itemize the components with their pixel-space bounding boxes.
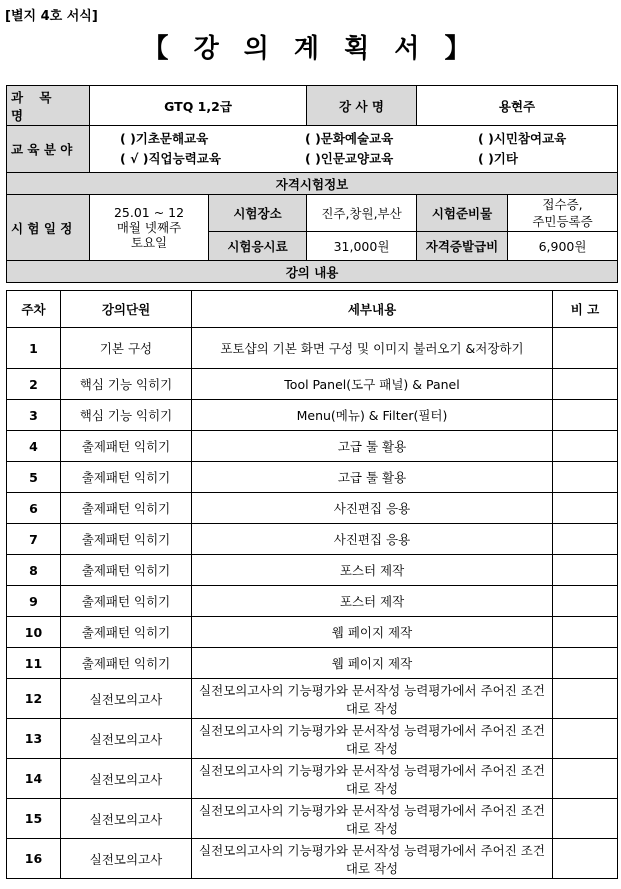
table-row xyxy=(7,400,618,431)
note-cell xyxy=(553,369,618,400)
note-cell xyxy=(553,839,618,879)
lecture-section-title: 강의 내용 xyxy=(7,261,618,283)
edu-option-culture-arts: ( )문화예술교육 xyxy=(305,131,394,146)
detail-cell: 사진편집 응용 xyxy=(192,493,553,524)
table-row xyxy=(7,799,618,839)
col-header-unit: 강의단원 xyxy=(61,291,192,328)
lecture-table xyxy=(6,290,618,879)
table-row xyxy=(7,369,618,400)
note-cell xyxy=(553,679,618,719)
cert-fee-label: 자격증발급비 xyxy=(417,232,508,261)
detail-cell: 실전모의고사의 기능평가와 문서작성 능력평가에서 주어진 조건대로 작성 xyxy=(192,799,553,839)
detail-cell: 실전모의고사의 기능평가와 문서작성 능력평가에서 주어진 조건대로 작성 xyxy=(192,719,553,759)
week-cell: 13 xyxy=(7,719,61,759)
table-row xyxy=(7,462,618,493)
exam-prep-value: 접수증, 주민등록증 xyxy=(508,195,618,232)
week-cell: 3 xyxy=(7,400,61,431)
table-row xyxy=(7,679,618,719)
table-row xyxy=(7,839,618,879)
note-cell xyxy=(553,555,618,586)
table-row xyxy=(7,648,618,679)
exam-date-label: 시 험 일 정 xyxy=(7,195,90,261)
week-cell: 2 xyxy=(7,369,61,400)
form-label: [별지 4호 서식] xyxy=(5,9,98,24)
unit-cell: 출제패턴 익히기 xyxy=(61,524,192,555)
note-cell xyxy=(553,648,618,679)
note-cell xyxy=(553,719,618,759)
table-row xyxy=(7,617,618,648)
note-cell xyxy=(553,617,618,648)
exam-section-title: 자격시험정보 xyxy=(7,173,618,195)
note-cell xyxy=(553,400,618,431)
education-label: 교 육 분 야 xyxy=(7,126,90,173)
edu-option-basic-literacy: ( )기초문해교육 xyxy=(120,131,209,146)
table-row xyxy=(7,719,618,759)
table-row xyxy=(7,524,618,555)
unit-cell: 기본 구성 xyxy=(61,328,192,369)
detail-cell: 포스터 제작 xyxy=(192,555,553,586)
week-cell: 9 xyxy=(7,586,61,617)
col-header-week: 주차 xyxy=(7,291,61,328)
edu-option-civic: ( )시민참여교육 xyxy=(478,131,567,146)
unit-cell: 핵심 기능 익히기 xyxy=(61,400,192,431)
exam-date-value: 25.01 ~ 12 매월 넷째주 토요일 xyxy=(90,195,209,261)
subject-label: 과 목 명 xyxy=(7,86,90,126)
exam-place-label: 시험장소 xyxy=(209,195,307,232)
week-cell: 11 xyxy=(7,648,61,679)
edu-option-humanities: ( )인문교양교육 xyxy=(305,151,394,166)
col-header-detail: 세부내용 xyxy=(192,291,553,328)
week-cell: 16 xyxy=(7,839,61,879)
detail-cell: 포스터 제작 xyxy=(192,586,553,617)
note-cell xyxy=(553,462,618,493)
unit-cell: 출제패턴 익히기 xyxy=(61,462,192,493)
week-cell: 5 xyxy=(7,462,61,493)
detail-cell: Menu(메뉴) & Filter(필터) xyxy=(192,400,553,431)
detail-cell: 사진편집 응용 xyxy=(192,524,553,555)
table-row xyxy=(7,759,618,799)
detail-cell: 웹 페이지 제작 xyxy=(192,617,553,648)
unit-cell: 실전모의고사 xyxy=(61,679,192,719)
unit-cell: 출제패턴 익히기 xyxy=(61,431,192,462)
unit-cell: 출제패턴 익히기 xyxy=(61,555,192,586)
exam-prep-label: 시험준비물 xyxy=(417,195,508,232)
week-cell: 4 xyxy=(7,431,61,462)
edu-option-vocational: ( √ )직업능력교육 xyxy=(120,151,221,166)
unit-cell: 실전모의고사 xyxy=(61,759,192,799)
unit-cell: 출제패턴 익히기 xyxy=(61,586,192,617)
unit-cell: 출제패턴 익히기 xyxy=(61,648,192,679)
education-options xyxy=(90,126,618,173)
exam-fee-value: 31,000원 xyxy=(307,232,417,261)
week-cell: 8 xyxy=(7,555,61,586)
detail-cell: 실전모의고사의 기능평가와 문서작성 능력평가에서 주어진 조건대로 작성 xyxy=(192,679,553,719)
unit-cell: 출제패턴 익히기 xyxy=(61,617,192,648)
unit-cell: 실전모의고사 xyxy=(61,719,192,759)
note-cell xyxy=(553,799,618,839)
exam-fee-label: 시험응시료 xyxy=(209,232,307,261)
page-title: 【 강 의 계 획 서 】 xyxy=(142,34,479,64)
table-row xyxy=(7,586,618,617)
detail-cell: 웹 페이지 제작 xyxy=(192,648,553,679)
cert-fee-value: 6,900원 xyxy=(508,232,618,261)
instructor-label: 강 사 명 xyxy=(307,86,417,126)
table-row xyxy=(7,328,618,369)
week-cell: 1 xyxy=(7,328,61,369)
note-cell xyxy=(553,524,618,555)
note-cell xyxy=(553,586,618,617)
detail-cell: 고급 툴 활용 xyxy=(192,462,553,493)
note-cell xyxy=(553,328,618,369)
week-cell: 12 xyxy=(7,679,61,719)
unit-cell: 실전모의고사 xyxy=(61,799,192,839)
detail-cell: 고급 툴 활용 xyxy=(192,431,553,462)
subject-value: GTQ 1,2급 xyxy=(90,86,307,126)
week-cell: 7 xyxy=(7,524,61,555)
week-cell: 15 xyxy=(7,799,61,839)
unit-cell: 핵심 기능 익히기 xyxy=(61,369,192,400)
detail-cell: 실전모의고사의 기능평가와 문서작성 능력평가에서 주어진 조건대로 작성 xyxy=(192,839,553,879)
note-cell xyxy=(553,431,618,462)
exam-place-value: 진주,창원,부산 xyxy=(307,195,417,232)
table-row xyxy=(7,431,618,462)
week-cell: 14 xyxy=(7,759,61,799)
unit-cell: 출제패턴 익히기 xyxy=(61,493,192,524)
instructor-value: 용현주 xyxy=(417,86,618,126)
detail-cell: 포토샵의 기본 화면 구성 및 이미지 불러오기 &저장하기 xyxy=(192,328,553,369)
detail-cell: 실전모의고사의 기능평가와 문서작성 능력평가에서 주어진 조건대로 작성 xyxy=(192,759,553,799)
col-header-note: 비 고 xyxy=(553,291,618,328)
detail-cell: Tool Panel(도구 패널) & Panel xyxy=(192,369,553,400)
week-cell: 10 xyxy=(7,617,61,648)
note-cell xyxy=(553,493,618,524)
week-cell: 6 xyxy=(7,493,61,524)
table-row xyxy=(7,493,618,524)
unit-cell: 실전모의고사 xyxy=(61,839,192,879)
course-info-table xyxy=(6,85,618,283)
edu-option-other: ( )기타 xyxy=(478,151,518,166)
note-cell xyxy=(553,759,618,799)
table-row xyxy=(7,555,618,586)
